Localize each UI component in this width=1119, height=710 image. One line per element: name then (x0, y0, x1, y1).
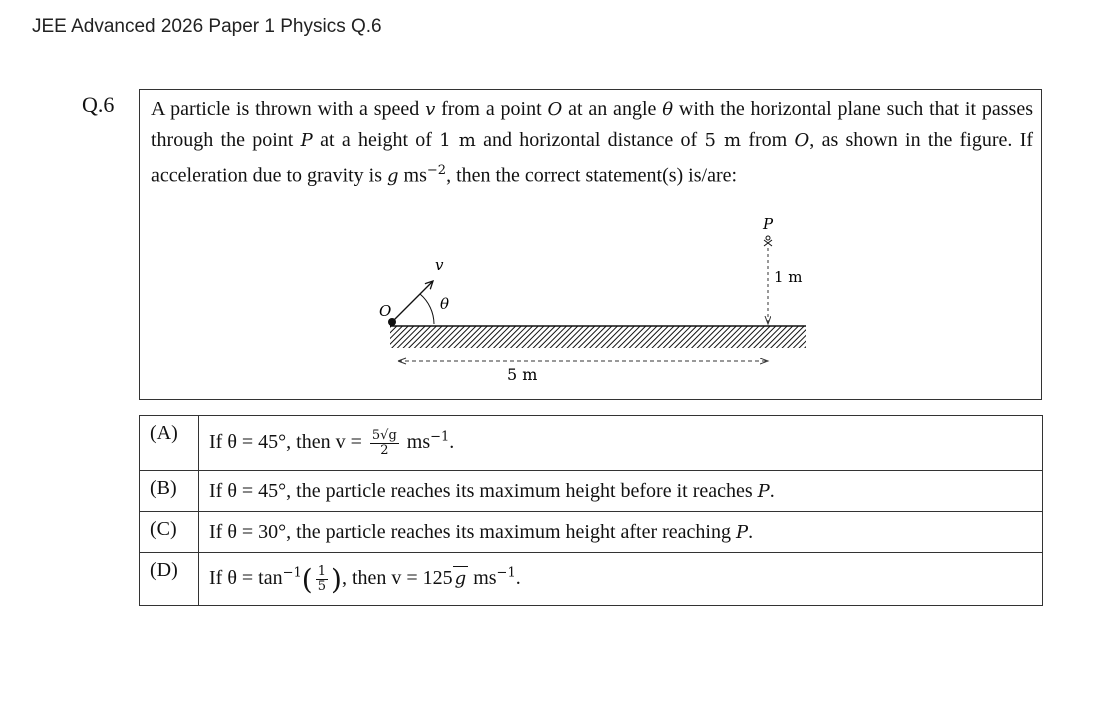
option-text-c: If θ = 30°, the particle reaches its maximum height after reaching P. (199, 512, 1043, 553)
ground-hatch (390, 326, 806, 348)
angle-arc (420, 294, 434, 324)
fraction-a: $\frac{5√g}{2}$ (371, 427, 397, 458)
question-number: Q.6 (82, 92, 115, 117)
point-P-mark (766, 236, 770, 240)
fraction-d: $\frac{1}{5}$ (317, 563, 327, 594)
question-box (139, 89, 1042, 400)
label-distance: 5 m (507, 365, 538, 384)
option-label-c: (C) (140, 512, 199, 553)
option-label-a: (A) (140, 416, 199, 471)
option-text-b: If θ = 45°, the particle reaches its maximum height before it reaches P. (199, 471, 1043, 512)
option-row-c (140, 512, 1043, 553)
label-theta: θ (440, 295, 450, 313)
option-label-b: (B) (140, 471, 199, 512)
label-height: 1 m (774, 268, 803, 286)
question-text: A particle is thrown with a speed v from a point O at an angle θ with the horizontal plane such that it passes through the point P at a height of 1 m and horizontal distance of 5 m from O, as shown in the figure. If acceleration due to gravity is g $ms^{-2}$, then the correct statement(s) is/are: (151, 98, 1034, 187)
label-P: P (763, 215, 774, 233)
option-label-d: (D) (140, 553, 199, 606)
option-text-d: If $\theta = \tan^{-1}$( $\frac{1}{5}$ ), then v = 125 g $ms^{-1}$. (199, 553, 1043, 606)
options-table (139, 415, 1043, 606)
label-O: O (379, 302, 392, 320)
option-row-a (140, 416, 1043, 471)
page-header: JEE Advanced 2026 Paper 1 Physics Q.6 (32, 16, 382, 37)
sqrt-g: g (454, 567, 467, 589)
label-v: v (435, 256, 444, 274)
projectile-figure (140, 90, 1043, 401)
option-text-a: If θ = 45°, then v = $\frac{5√g}{2}$ $ms^{-1}$. (199, 416, 1043, 471)
option-row-d (140, 553, 1043, 606)
option-row-b (140, 471, 1043, 512)
